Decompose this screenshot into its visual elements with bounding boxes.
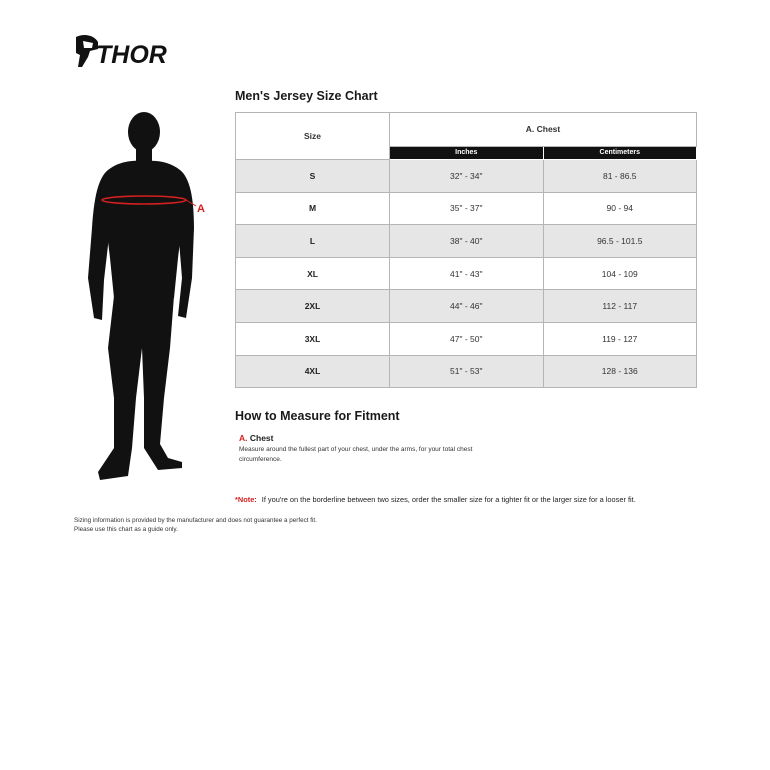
table-row — [236, 225, 697, 258]
chest-description: Measure around the fullest part of your chest, under the arms, for your total chest circumference. — [239, 446, 473, 463]
note-label: *Note: — [235, 495, 257, 504]
table-row — [236, 322, 697, 355]
sizing-note — [235, 495, 636, 504]
centimeters-cell: 128 - 136 — [543, 355, 697, 388]
note-text: If you're on the borderline between two sizes, order the smaller size for a tighter fit or the larger size for a looser fit. — [261, 495, 636, 504]
size-cell: L — [236, 225, 390, 258]
table-row — [236, 290, 697, 323]
page-title: Men's Jersey Size Chart — [235, 89, 378, 103]
inches-cell: 32" - 34" — [390, 160, 544, 193]
disclaimer-line-1: Sizing information is provided by the manufacturer and does not guarantee a perfect fit. — [74, 517, 317, 524]
size-cell: 4XL — [236, 355, 390, 388]
chest-label-text: Chest — [249, 433, 274, 443]
size-table — [235, 112, 697, 388]
inches-cell: 51" - 53" — [390, 355, 544, 388]
centimeters-cell: 90 - 94 — [543, 192, 697, 225]
chest-label — [239, 433, 274, 443]
size-column-header: Size — [236, 113, 390, 160]
table-row — [236, 257, 697, 290]
inches-header: Inches — [390, 146, 544, 159]
size-cell: 2XL — [236, 290, 390, 323]
helmet-icon — [74, 33, 186, 71]
table-row — [236, 192, 697, 225]
centimeters-cell: 96.5 - 101.5 — [543, 225, 697, 258]
size-cell: M — [236, 192, 390, 225]
table-row — [236, 355, 697, 388]
measure-title: How to Measure for Fitment — [235, 409, 400, 423]
measure-marker-a: A — [197, 203, 205, 215]
body-silhouette — [78, 108, 218, 492]
disclaimer-line-2: Please use this chart as a guide only. — [74, 526, 178, 533]
centimeters-cell: 112 - 117 — [543, 290, 697, 323]
disclaimer — [74, 516, 394, 534]
inches-cell: 44" - 46" — [390, 290, 544, 323]
inches-cell: 35" - 37" — [390, 192, 544, 225]
inches-cell: 47" - 50" — [390, 322, 544, 355]
centimeters-header: Centimeters — [543, 146, 697, 159]
centimeters-cell: 104 - 109 — [543, 257, 697, 290]
centimeters-cell: 81 - 86.5 — [543, 160, 697, 193]
size-cell: XL — [236, 257, 390, 290]
size-cell: S — [236, 160, 390, 193]
thor-logo — [74, 33, 186, 71]
size-cell: 3XL — [236, 322, 390, 355]
logo-wordmark: THOR — [96, 41, 167, 69]
table-row — [236, 160, 697, 193]
inches-cell: 38" - 40" — [390, 225, 544, 258]
centimeters-cell: 119 - 127 — [543, 322, 697, 355]
inches-cell: 41" - 43" — [390, 257, 544, 290]
chest-column-header: A. Chest — [390, 113, 697, 147]
chest-letter: A. — [239, 433, 248, 443]
